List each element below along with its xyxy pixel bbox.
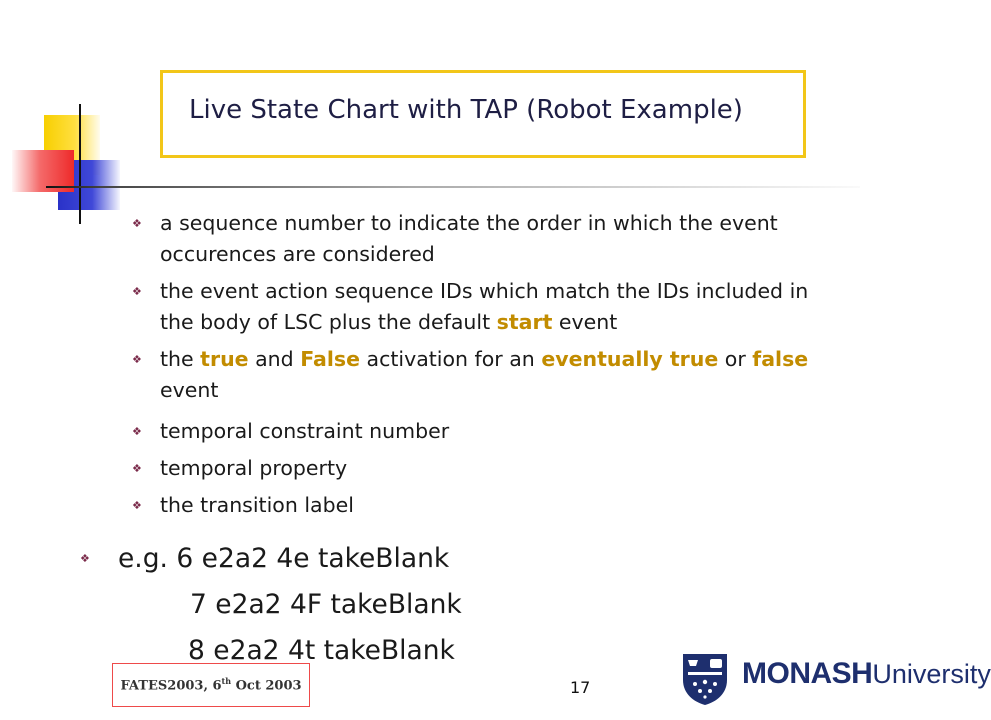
bullet-item bbox=[132, 490, 822, 521]
slide-title: Live State Chart with TAP (Robot Example) bbox=[189, 95, 743, 125]
monash-logo bbox=[680, 651, 991, 707]
bullet-text: event bbox=[160, 378, 219, 402]
highlighted-term: eventually true bbox=[541, 347, 719, 371]
bullet-text: and bbox=[248, 347, 301, 371]
bullet-text: activation for an bbox=[359, 347, 542, 371]
example-line-3: 8 e2a2 4t takeBlank bbox=[188, 635, 455, 666]
bullet-text: temporal property bbox=[160, 456, 348, 480]
monash-wordmark: MONASHUniversity bbox=[742, 657, 991, 690]
diamond-bullet-icon: ❖ bbox=[132, 425, 142, 438]
footer-conference-box bbox=[112, 663, 310, 707]
bullet-list bbox=[132, 208, 822, 521]
bullet-text: the bbox=[160, 347, 201, 371]
diamond-bullet-icon: ❖ bbox=[132, 462, 142, 475]
bullet-text: or bbox=[718, 347, 753, 371]
bullet-text: temporal constraint number bbox=[160, 419, 450, 443]
title-box bbox=[160, 70, 806, 158]
highlighted-term: start bbox=[496, 310, 553, 334]
diamond-bullet-icon: ❖ bbox=[132, 499, 142, 512]
highlighted-term: false bbox=[752, 347, 809, 371]
monash-crest-icon bbox=[680, 652, 730, 706]
bullet-item bbox=[132, 344, 822, 406]
bullet-item bbox=[132, 276, 822, 338]
page-number: 17 bbox=[570, 678, 591, 697]
example-line-1: e.g. 6 e2a2 4e takeBlank bbox=[118, 543, 450, 574]
highlighted-term: False bbox=[300, 347, 360, 371]
diamond-bullet-icon: ❖ bbox=[132, 285, 142, 298]
bullet-text: event bbox=[552, 310, 618, 334]
bullet-text: the transition label bbox=[160, 493, 354, 517]
decor-horizontal-rule bbox=[46, 186, 860, 188]
bullet-item bbox=[132, 208, 822, 270]
decor-vertical-line bbox=[79, 104, 81, 224]
diamond-bullet-icon: ❖ bbox=[80, 552, 90, 565]
bullet-item bbox=[132, 453, 822, 484]
highlighted-term: true bbox=[200, 347, 249, 371]
bullet-text: the event action sequence IDs which match the IDs included in the body of LSC plus the default bbox=[160, 279, 809, 334]
bullet-item bbox=[132, 416, 822, 447]
diamond-bullet-icon: ❖ bbox=[132, 217, 142, 230]
footer-conference-text: FATES2003, 6th Oct 2003 bbox=[120, 676, 302, 694]
example-line-2: 7 e2a2 4F takeBlank bbox=[190, 589, 462, 620]
diamond-bullet-icon: ❖ bbox=[132, 353, 142, 366]
bullet-text: a sequence number to indicate the order in which the event occurences are considered bbox=[160, 211, 778, 266]
